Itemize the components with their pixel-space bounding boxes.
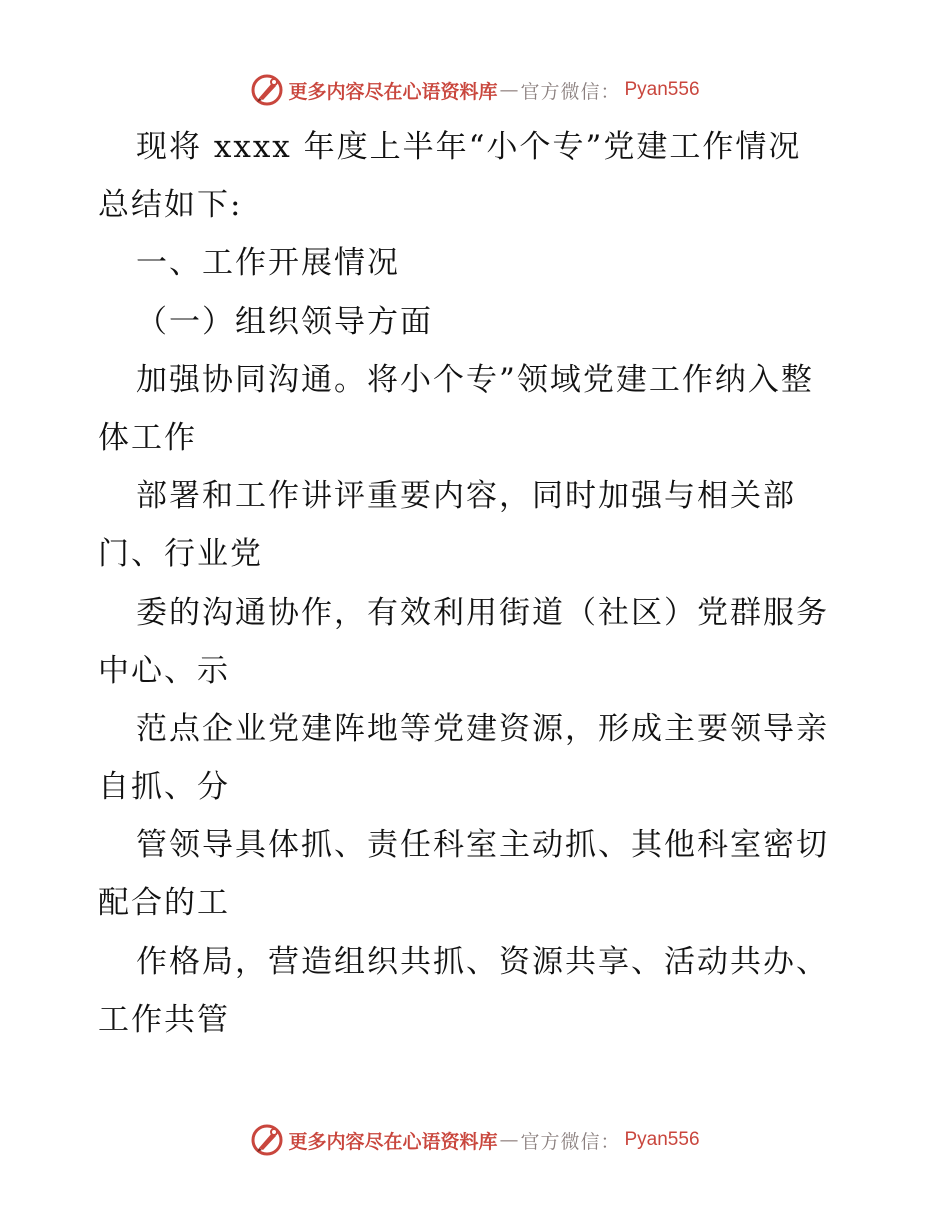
text-line: 门、行业党 — [98, 536, 263, 573]
banner-dash: — — [499, 79, 519, 101]
banner-brand: 更多内容尽在心语资料库 — [288, 80, 498, 103]
text-line: 范点企业党建阵地等党建资源，形成主要领导亲 — [136, 710, 829, 747]
text-line: 现将 xxxx 年度上半年“小个专”党建工作情况 — [136, 129, 802, 165]
banner-brand: 更多内容尽在心语资料库 — [288, 1130, 498, 1153]
text-line: 管领导具体抓、责任科室主动抓、其他科室密切 — [136, 827, 829, 864]
pen-logo-icon — [250, 73, 284, 107]
section-heading: 一、工作开展情况 — [136, 245, 400, 282]
header-banner — [0, 70, 950, 110]
banner-wechat-label: 官方微信： — [520, 80, 621, 103]
text-line: 作格局，营造组织共抓、资源共享、活动共办、 — [136, 943, 829, 980]
text-line: 自抓、分 — [98, 769, 230, 806]
text-line: 体工作 — [98, 419, 197, 456]
banner-wechat-id: Pyan556 — [624, 1129, 700, 1150]
text-line: 配合的工 — [98, 885, 230, 922]
banner-wechat-label: 官方微信： — [520, 1130, 621, 1153]
text-line: 加强协同沟通。将小个专”领域党建工作纳入整 — [136, 361, 814, 398]
text-line: 委的沟通协作，有效利用街道（社区）党群服务 — [136, 594, 829, 631]
pen-logo-icon — [250, 1123, 284, 1157]
footer-banner — [0, 1120, 950, 1160]
text-line: 部署和工作讲评重要内容，同时加强与相关部 — [136, 478, 796, 515]
text-line: 总结如下: — [98, 187, 243, 224]
document-body — [98, 118, 858, 1049]
text-line: 工作共管 — [98, 1001, 230, 1038]
text-line: 中心、示 — [98, 652, 230, 689]
banner-dash: — — [499, 1129, 519, 1151]
subsection-heading: （一）组织领导方面 — [136, 303, 433, 340]
banner-wechat-id: Pyan556 — [624, 79, 700, 100]
